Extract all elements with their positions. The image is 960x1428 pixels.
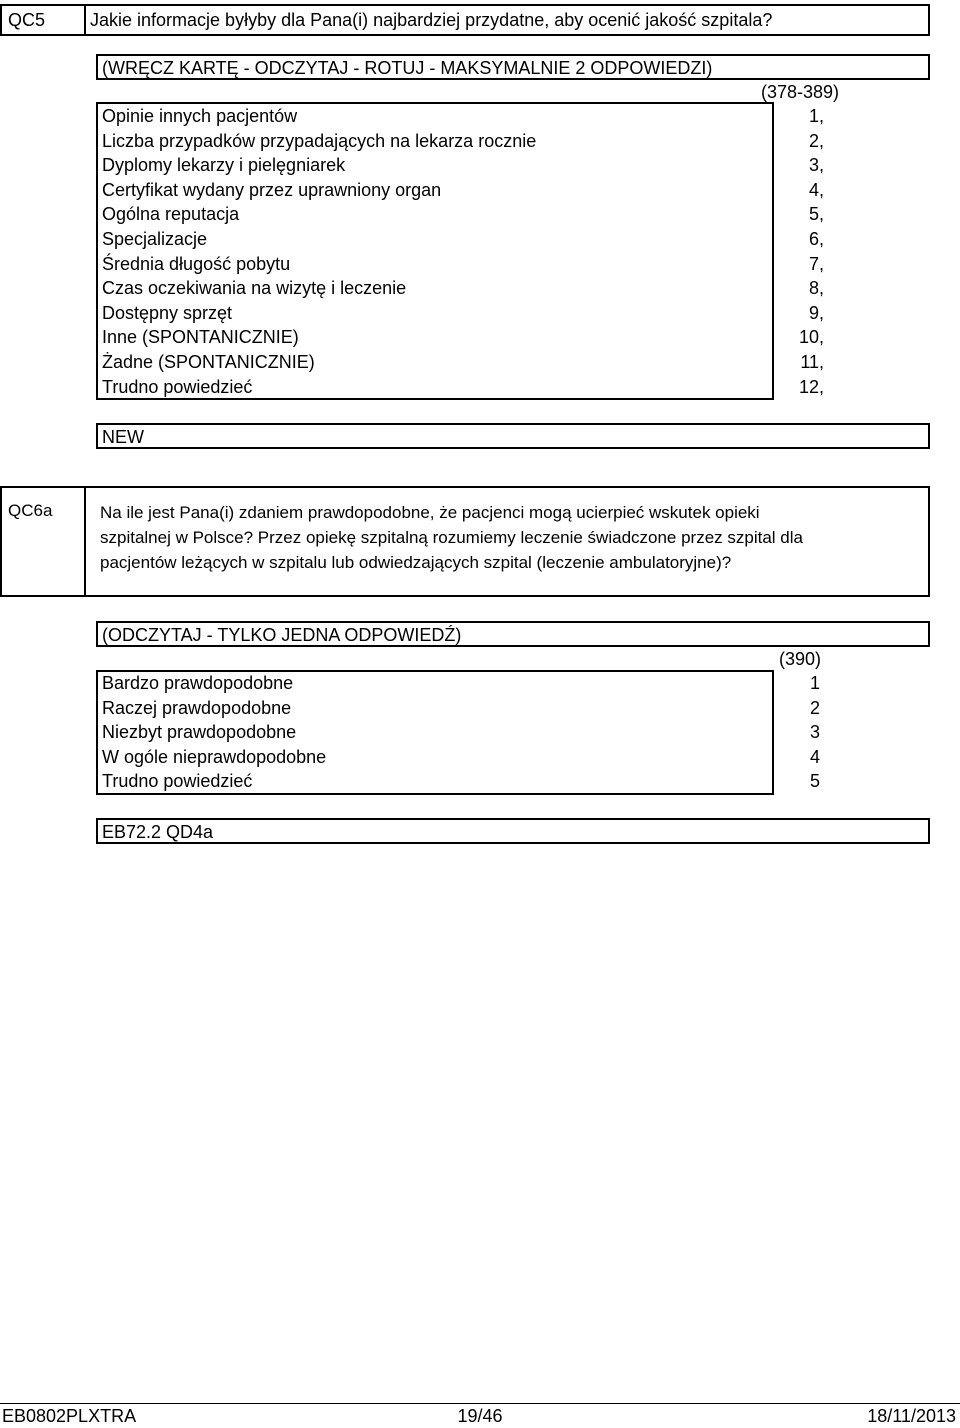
option-code: 1 xyxy=(809,673,820,693)
option-label: Niezbyt prawdopodobne xyxy=(102,722,297,742)
qc6a-code-cell xyxy=(0,486,86,597)
option-label: Raczej prawdopodobne xyxy=(102,697,292,718)
option-code: 3 xyxy=(809,722,820,742)
qc6a-note: EB72.2 QD4a xyxy=(102,822,214,842)
option-label: Żadne (SPONTANICZNIE) xyxy=(102,352,315,372)
footer-document-id: EB0802PLXTRA xyxy=(2,1406,137,1426)
option-code: 4, xyxy=(808,179,824,200)
list-item xyxy=(102,301,232,325)
qc6a-instruction-box xyxy=(96,621,930,647)
qc5-question: Jakie informacje byłyby dla Pana(i) najbardziej przydatne, aby ocenić jakość szpitala? xyxy=(90,10,773,30)
option-code: 5, xyxy=(808,204,824,225)
option-label: Opinie innych pacjentów xyxy=(102,106,298,126)
option-code: 2 xyxy=(809,697,820,718)
list-item xyxy=(102,104,297,128)
qc5-code-cell xyxy=(0,4,86,36)
option-label: Dyplomy lekarzy i pielęgniarek xyxy=(102,155,346,176)
list-item xyxy=(102,129,536,153)
list-item xyxy=(102,276,406,300)
option-code: 2, xyxy=(808,130,824,151)
list-item xyxy=(102,696,291,720)
qc5-instruction: (WRĘCZ KARTĘ - ODCZYTAJ - ROTUJ - MAKSYMALNIE 2 ODPOWIEDZI) xyxy=(102,58,713,78)
qc6a-question xyxy=(100,500,803,575)
option-code: 10, xyxy=(798,327,824,348)
option-label: Średnia długość pobytu xyxy=(102,253,291,274)
list-item xyxy=(102,252,290,276)
option-code: 6, xyxy=(808,229,824,249)
option-code: 9, xyxy=(808,302,824,323)
qc5-question-cell xyxy=(84,4,930,36)
option-label: Bardzo prawdopodobne xyxy=(102,673,294,693)
option-code: 4 xyxy=(809,746,820,767)
question-line: szpitalnej w Polsce? Przez opiekę szpitalną rozumiemy leczenie świadczone przez szpital dla xyxy=(100,528,803,547)
list-item xyxy=(102,325,299,349)
qc6a-code: QC6a xyxy=(8,501,53,520)
footer-date: 18/11/2013 xyxy=(867,1406,956,1426)
option-code: 11, xyxy=(800,352,824,372)
option-label: Trudno powiedzieć xyxy=(102,376,253,397)
question-line: Na ile jest Pana(i) zdaniem prawdopodobne, że pacjenci mogą ucierpieć wskutek opieki xyxy=(100,503,760,522)
qc5-note-box xyxy=(96,423,930,449)
option-label: Trudno powiedzieć xyxy=(102,771,253,791)
option-code: 1, xyxy=(808,106,824,126)
list-item xyxy=(102,671,293,695)
option-code: 3, xyxy=(808,155,824,176)
option-label: Ogólna reputacja xyxy=(102,204,240,225)
option-label: Czas oczekiwania na wizytę i leczenie xyxy=(102,278,407,299)
list-item xyxy=(102,720,296,744)
option-code: 8, xyxy=(808,278,824,299)
option-code: 5 xyxy=(809,771,820,791)
list-item xyxy=(102,350,315,374)
option-label: Specjalizacje xyxy=(102,229,208,249)
option-label: W ogóle nieprawdopodobne xyxy=(102,746,327,767)
list-item xyxy=(102,769,252,793)
qc6a-question-cell xyxy=(84,486,930,597)
qc5-note: NEW xyxy=(102,427,144,447)
qc6a-column-code: (390) xyxy=(778,649,822,669)
qc5-code: QC5 xyxy=(8,10,46,30)
option-code: 7, xyxy=(808,253,824,274)
qc5-instruction-box xyxy=(96,54,930,80)
list-item xyxy=(102,375,252,399)
list-item xyxy=(102,178,441,202)
option-label: Dostępny sprzęt xyxy=(102,302,233,323)
list-item xyxy=(102,745,326,769)
list-item xyxy=(102,153,345,177)
qc6a-instruction: (ODCZYTAJ - TYLKO JEDNA ODPOWIEDŹ) xyxy=(102,625,462,645)
option-label: Liczba przypadków przypadających na lekarza rocznie xyxy=(102,130,537,151)
footer-page-number: 19/46 xyxy=(457,1406,503,1426)
list-item xyxy=(102,227,207,251)
qc5-column-code: (378-389) xyxy=(760,82,840,102)
option-label: Inne (SPONTANICZNIE) xyxy=(102,327,299,348)
list-item xyxy=(102,202,239,226)
option-code: 12, xyxy=(798,376,824,397)
option-label: Certyfikat wydany przez uprawniony organ xyxy=(102,179,442,200)
question-line: pacjentów leżących w szpitalu lub odwiedzających szpital (leczenie ambulatoryjne)? xyxy=(100,553,732,572)
qc6a-note-box xyxy=(96,818,930,844)
